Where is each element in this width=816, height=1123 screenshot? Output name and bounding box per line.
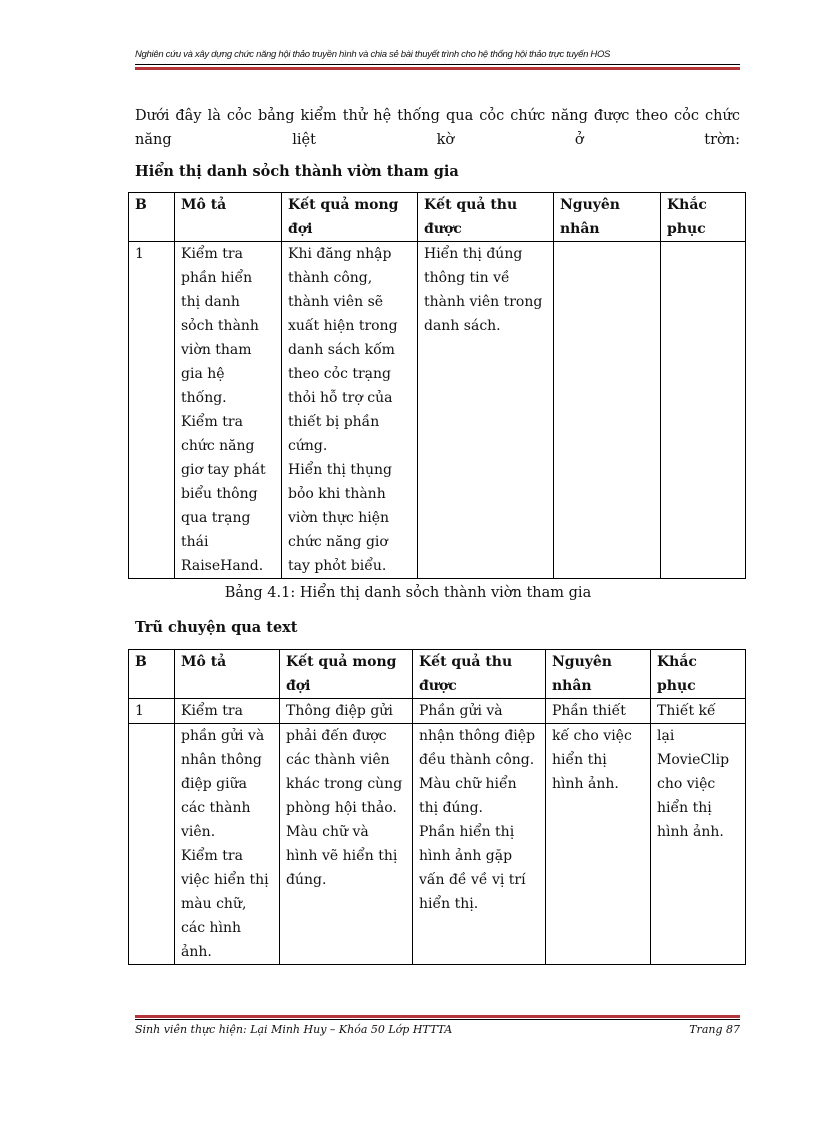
cell-text: Phần hiển thị (419, 824, 515, 840)
cell-text: Mô tả (181, 654, 227, 670)
intro-word: cỏc (479, 108, 505, 124)
cell-text: hiển thị. (419, 896, 479, 912)
table-header-cell (661, 193, 746, 242)
cell-text: cho việc (657, 776, 716, 792)
table-cell (129, 724, 175, 965)
table-cell (129, 242, 175, 579)
cell-text: nhân thông (181, 752, 262, 768)
cell-text: Kiểm tra (181, 246, 243, 262)
table-header-cell (651, 650, 746, 699)
cell-text: Kiểm tra (181, 848, 243, 864)
cell-text: thị đúng. (419, 800, 483, 816)
table-cell (546, 699, 651, 724)
cell-text: danh sách. (424, 318, 501, 334)
cell-text: Hiển thị đúng (424, 246, 523, 262)
cell-text: Nguyên (552, 654, 612, 670)
intro-word: năng (551, 108, 588, 124)
table-cell (175, 242, 282, 579)
intro-word: trờn: (704, 132, 740, 148)
cell-text: Màu chữ hiển (419, 776, 517, 792)
cell-text: thành viên sẽ (288, 294, 384, 310)
cell-text: hình vẽ hiển thị (286, 848, 398, 864)
cell-text: B (135, 654, 147, 670)
cell-text: Kết quả mong (286, 654, 397, 670)
intro-word: cỏc (226, 108, 252, 124)
cell-text: B (135, 197, 147, 213)
cell-text: viên. (181, 824, 216, 840)
table-header-cell (418, 193, 554, 242)
intro-word: kờ (436, 132, 455, 148)
table-header-cell (129, 650, 175, 699)
cell-text: giơ tay phát (181, 462, 266, 478)
intro-word: liệt (292, 132, 316, 148)
cell-text: lại (657, 728, 675, 744)
intro-word: được (593, 108, 630, 124)
table-cell (418, 242, 554, 579)
section-heading-chat: Trũ chuyện qua text (135, 619, 298, 636)
cell-text: các thành (181, 800, 251, 816)
cell-text: hiển thị (657, 800, 712, 816)
cell-text: RaiseHand. (181, 558, 264, 574)
cell-text: danh sách kốm (288, 342, 395, 358)
table-header-row (129, 193, 746, 242)
cell-text: Phần thiết (552, 703, 626, 719)
footer-rule-thin (135, 1019, 740, 1020)
intro-word: thống (397, 108, 440, 124)
intro-word: ở (574, 132, 584, 148)
cell-text: điệp giữa (181, 776, 247, 792)
cell-text: thống. (181, 390, 227, 406)
cell-text: phần gửi và (181, 728, 265, 744)
cell-text: viờn thực hiện (288, 510, 390, 526)
table-header-cell (129, 193, 175, 242)
intro-word: kiểm (300, 108, 337, 124)
table-cell (413, 724, 546, 965)
cell-text: Khi đăng nhập (288, 246, 392, 262)
cell-text: đúng. (286, 872, 327, 888)
table-cell (129, 699, 175, 724)
intro-word: theo (635, 108, 668, 124)
table-cell (280, 699, 413, 724)
cell-text: thiết bị phần (288, 414, 380, 430)
cell-text: Nguyên (560, 197, 620, 213)
cell-text: kế cho việc (552, 728, 632, 744)
table-cell (546, 724, 651, 965)
table-row (129, 724, 746, 965)
test-table-chat (128, 649, 746, 965)
header-rule-thick (135, 67, 740, 70)
cell-text: thị danh (181, 294, 240, 310)
cell-text: Kết quả thu (424, 197, 518, 213)
table-header-cell (175, 650, 280, 699)
footer-page-number: Trang 87 (689, 1023, 740, 1036)
table-cell (651, 724, 746, 965)
section-heading-members: Hiển thị danh sỏch thành viờn tham gia (135, 163, 459, 180)
table-row (129, 699, 746, 724)
intro-word: bảng (257, 108, 295, 124)
intro-word: qua (445, 108, 474, 124)
cell-text: thành công, (288, 270, 373, 286)
cell-text: Phần gửi và (419, 703, 503, 719)
table-cell (280, 724, 413, 965)
cell-text: bỏo khi thành (288, 486, 386, 502)
table-header-cell (546, 650, 651, 699)
intro-word: thử (342, 108, 368, 124)
cell-text: các hình (181, 920, 242, 936)
cell-text: Kiểm tra (181, 414, 243, 430)
table-header-cell (280, 650, 413, 699)
cell-text: hiển thị (552, 752, 607, 768)
cell-text: biểu thông (181, 486, 258, 502)
cell-text: hình ảnh gặp (419, 848, 513, 864)
cell-text: nhân (552, 678, 592, 694)
running-header: Nghiên cứu và xây dựng chức năng hội thảo truyền hình và chia sẻ bài thuyết trình cho hệ thống hội thảo trực tuyến HOS (135, 49, 611, 60)
table-cell (175, 724, 280, 965)
cell-text: hình ảnh. (552, 776, 619, 792)
intro-word: chức (705, 108, 740, 124)
table-cell (413, 699, 546, 724)
cell-text: Kết quả thu (419, 654, 513, 670)
cell-text: hình ảnh. (657, 824, 724, 840)
cell-text: được (419, 678, 457, 694)
cell-text: chức năng (181, 438, 255, 454)
cell-text: Thông điệp gửi (286, 703, 393, 719)
table-cell (661, 242, 746, 579)
cell-text: xuất hiện trong (288, 318, 398, 334)
cell-text: Khắc (657, 654, 697, 670)
cell-text: Hiển thị thụng (288, 462, 392, 478)
cell-text: ảnh. (181, 944, 212, 960)
intro-paragraph (135, 104, 740, 152)
cell-text: nhân (560, 221, 600, 237)
cell-text: qua trạng (181, 510, 251, 526)
cell-text: viờn tham (181, 342, 252, 358)
cell-text: Thiết kế (657, 703, 716, 719)
intro-line-2 (135, 128, 740, 152)
footer-rule-thick (135, 1015, 740, 1018)
intro-word: chức (510, 108, 546, 124)
cell-text: phải đến được (286, 728, 387, 744)
cell-text: 1 (135, 246, 144, 262)
cell-text: nhận thông điệp (419, 728, 536, 744)
intro-word: năng (135, 132, 172, 148)
cell-text: MovieClip (657, 752, 730, 768)
table-cell (651, 699, 746, 724)
cell-text: gia hệ (181, 366, 225, 382)
table-row (129, 242, 746, 579)
table-cell (554, 242, 661, 579)
cell-text: màu chữ, (181, 896, 247, 912)
cell-text: tay phỏt biểu. (288, 558, 387, 574)
cell-text: Kiểm tra (181, 703, 243, 719)
cell-text: sỏch thành (181, 318, 259, 334)
intro-word: đây (175, 108, 202, 124)
intro-word: là (207, 108, 221, 124)
table-header-cell (554, 193, 661, 242)
table-header-cell (282, 193, 418, 242)
cell-text: các thành viên (286, 752, 390, 768)
table-header-cell (413, 650, 546, 699)
cell-text: Kết quả mong (288, 197, 399, 213)
cell-text: khác trong cùng (286, 776, 403, 792)
table-caption: Bảng 4.1: Hiển thị danh sỏch thành viờn tham gia (224, 585, 592, 601)
table-header-cell (175, 193, 282, 242)
cell-text: thành viên trong (424, 294, 543, 310)
cell-text: phục (667, 221, 706, 237)
cell-text: thỏi hỗ trợ của (288, 390, 393, 406)
footer-author: Sinh viên thực hiện: Lại Minh Huy – Khóa 50 Lớp HTTTA (135, 1023, 453, 1036)
cell-text: phần hiển (181, 270, 253, 286)
cell-text: chức năng giơ (288, 534, 388, 550)
intro-word: Dưới (135, 108, 170, 124)
table-cell (282, 242, 418, 579)
cell-text: phục (657, 678, 696, 694)
cell-text: Mô tả (181, 197, 227, 213)
cell-text: Khắc (667, 197, 707, 213)
cell-text: 1 (135, 703, 144, 719)
test-table-members (128, 192, 746, 579)
cell-text: thái (181, 534, 209, 550)
cell-text: việc hiển thị (181, 872, 269, 888)
cell-text: đợi (286, 678, 311, 694)
cell-text: vấn đề về vị trí (419, 872, 526, 888)
cell-text: theo cỏc trạng (288, 366, 392, 382)
intro-line-1 (135, 104, 740, 128)
intro-word: cỏc (673, 108, 699, 124)
cell-text: cứng. (288, 438, 328, 454)
cell-text: Màu chữ và (286, 824, 369, 840)
header-rule-thin (135, 64, 740, 65)
table-header-row (129, 650, 746, 699)
cell-text: thông tin về (424, 270, 510, 286)
cell-text: đều thành công. (419, 752, 535, 768)
cell-text: được (424, 221, 462, 237)
cell-text: đợi (288, 221, 313, 237)
cell-text: phòng hội thảo. (286, 800, 397, 816)
intro-word: hệ (373, 108, 392, 124)
table-cell (175, 699, 280, 724)
